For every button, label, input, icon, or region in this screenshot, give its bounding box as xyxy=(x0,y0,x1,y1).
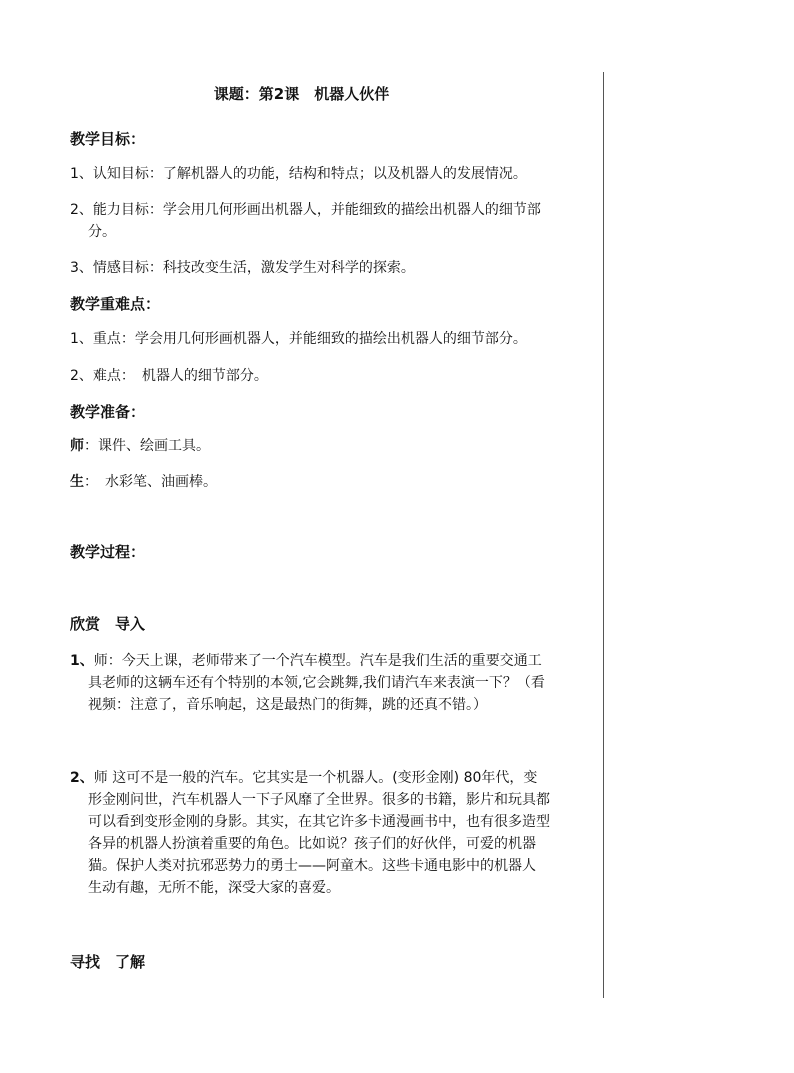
step1-text-line1: 师：今天上课，老师带来了一个汽车模型。汽车是我们生活的重要交通工 xyxy=(93,653,542,669)
prep-student-label: 生 xyxy=(70,474,84,490)
step2-line6: 生动有趣，无所不能，深受大家的喜爱。 xyxy=(88,880,340,896)
step1-line2: 具老师的这辆车还有个特别的本领,它会跳舞,我们请汽车来表演一下？（看 xyxy=(88,675,545,691)
prep-student xyxy=(70,472,217,492)
heading-teaching-goals: 教学目标： xyxy=(70,130,146,148)
heading-explore: 寻找 了解 xyxy=(70,953,146,971)
prep-teacher xyxy=(70,436,210,456)
key-point: 1、重点：学会用几何形画机器人，并能细致的描绘出机器人的细节部分。 xyxy=(70,331,527,347)
step2-line1 xyxy=(70,768,537,788)
prep-student-text: ： 水彩笔、油画棒。 xyxy=(84,474,217,490)
goal-ability-line2: 分。 xyxy=(88,224,116,240)
goal-ability-line1: 2、能力目标：学会用几何形画出机器人，并能细致的描绘出机器人的细节部 xyxy=(70,202,541,218)
step2-line5: 猫。保护人类对抗邪恶势力的勇士——阿童木。这些卡通电影中的机器人 xyxy=(88,858,536,874)
step2-number: 2、 xyxy=(70,770,94,786)
step1-line3: 视频：注意了，音乐响起，这是最热门的街舞，跳的还真不错。） xyxy=(88,697,487,713)
goal-cognitive: 1、认知目标：了解机器人的功能，结构和特点；以及机器人的发展情况。 xyxy=(70,166,527,182)
heading-preparation: 教学准备： xyxy=(70,403,146,421)
step1-line1 xyxy=(70,651,542,671)
prep-teacher-text: ：课件、绘画工具。 xyxy=(84,438,210,454)
step1-number: 1、 xyxy=(70,653,94,669)
lesson-title: 课题：第2课 机器人伙伴 xyxy=(213,85,390,103)
step2-line2: 形金刚问世，汽车机器人一下子风靡了全世界。很多的书籍，影片和玩具都 xyxy=(88,792,550,808)
heading-appreciate-intro: 欣赏 导入 xyxy=(70,615,146,633)
step2-line3: 可以看到变形金刚的身影。其实，在其它许多卡通漫画书中，也有很多造型 xyxy=(88,814,550,830)
prep-teacher-label: 师 xyxy=(70,438,84,454)
difficult-point: 2、难点： 机器人的细节部分。 xyxy=(70,368,268,384)
heading-process: 教学过程： xyxy=(70,543,146,561)
heading-key-points: 教学重难点： xyxy=(70,295,161,313)
step2-text-line1: 师 这可不是一般的汽车。它其实是一个机器人。(变形金刚) 80年代，变 xyxy=(93,770,538,786)
page-divider-line xyxy=(603,72,604,998)
step2-line4: 各异的机器人扮演着重要的角色。比如说？孩子们的好伙伴，可爱的机器 xyxy=(88,836,536,852)
goal-emotion: 3、情感目标：科技改变生活，激发学生对科学的探索。 xyxy=(70,260,415,276)
